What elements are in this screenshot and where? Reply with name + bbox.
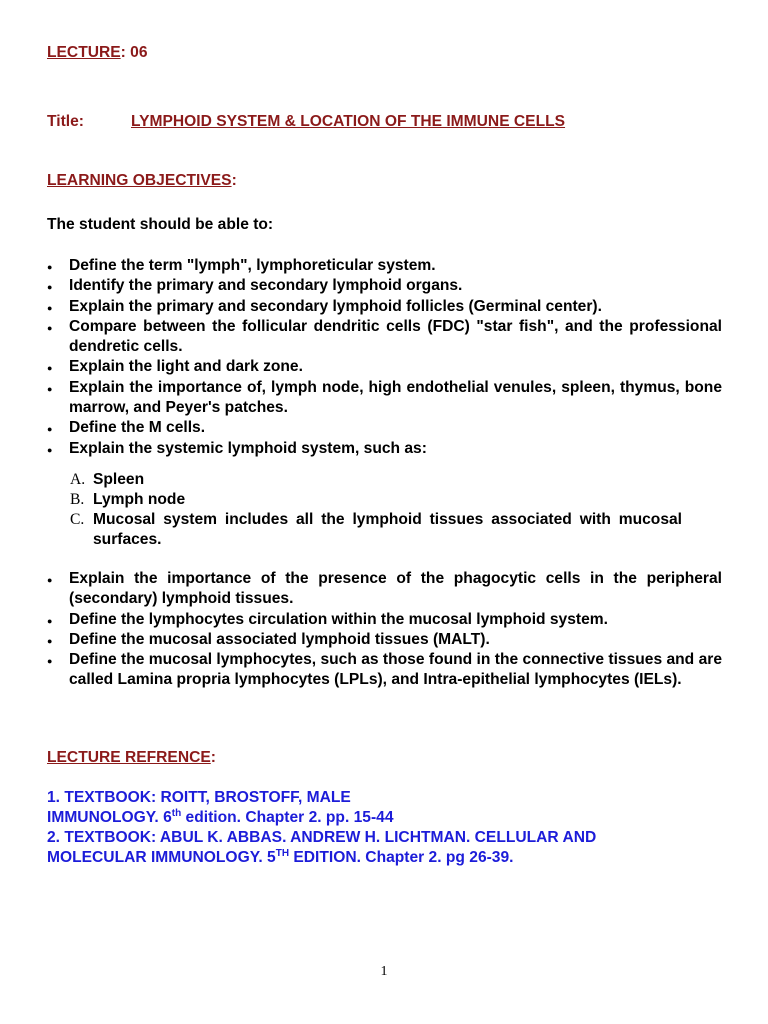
list-item: ● Define the mucosal lymphocytes, such as those found in the connective tissues and are called Lamina propria lymphocytes (LPLs), and Intra-epithelial lymphocytes (IELs). [47,650,722,691]
reference-2-text-end: EDITION. Chapter 2. pg 26-39. [289,849,514,866]
lecture-number [47,44,148,62]
sub-list-item [70,490,682,510]
list-item: ● Explain the importance of, lymph node, high endothelial venules, spleen, thymus, bone marrow, and Peyer's patches. [47,378,722,419]
learning-objectives-colon: : [231,172,237,189]
sub-item-text: Mucosal system includes all the lymphoid tissues associated with mucosal surfaces. [93,511,682,548]
systemic-lymphoid-sublist [70,470,682,550]
reference-2-line-1: 2. TEXTBOOK: ABUL K. ABBAS. ANDREW H. LICHTMAN. CELLULAR AND [47,829,597,846]
list-item: ● Define the mucosal associated lymphoid tissues (MALT). [47,630,722,650]
reference-list [47,788,727,868]
sub-item-marker: A. [70,471,86,488]
list-item: ● Define the M cells. [47,418,722,438]
objectives-intro: The student should be able to: [47,216,274,233]
reference-1-text: IMMUNOLOGY. 6 [47,809,172,826]
list-item: ● Explain the light and dark zone. [47,357,722,377]
list-item: ● Compare between the follicular dendritic cells (FDC) "star fish", and the professional dendretic cells. [47,317,722,358]
reference-2-superscript: TH [275,847,290,859]
reference-2-line-2 [47,848,727,868]
list-item: ● Identify the primary and secondary lymphoid organs. [47,276,722,296]
sub-item-marker: C. [70,511,85,528]
sub-item-text: Spleen [93,471,145,488]
sub-list-item [70,470,682,490]
title-row [47,113,565,131]
page-title: LYMPHOID SYSTEM & LOCATION OF THE IMMUNE CELLS [131,113,566,130]
list-item: ● Define the lymphocytes circulation within the mucosal lymphoid system. [47,610,722,630]
lecture-label: LECTURE [47,44,121,61]
reference-1-line-2 [47,808,727,828]
objectives-list-1 [47,256,722,459]
sub-list-item [70,510,682,550]
page-number: 1 [380,964,388,979]
title-label: Title: [47,113,84,130]
lecture-reference-heading [47,749,216,767]
lecture-reference-colon: : [210,749,216,766]
learning-objectives-heading [47,172,237,190]
reference-2-text: MOLECULAR IMMUNOLOGY. 5 [47,849,276,866]
reference-1-line-1: 1. TEXTBOOK: ROITT, BROSTOFF, MALE [47,789,351,806]
reference-1-text-end: edition. Chapter 2. pp. 15-44 [181,809,394,826]
sub-item-text: Lymph node [93,491,186,508]
list-item: ● Define the term "lymph", lymphoreticular system. [47,256,722,276]
list-item: ● Explain the systemic lymphoid system, such as: [47,439,722,459]
objectives-list-2 [47,569,722,691]
learning-objectives-label: LEARNING OBJECTIVES [47,172,232,189]
lecture-reference-label: LECTURE REFRENCE [47,749,211,766]
sub-item-marker: B. [70,491,85,508]
lecture-value: : 06 [120,44,148,61]
reference-1-superscript: th [171,807,182,819]
list-item: ● Explain the importance of the presence of the phagocytic cells in the peripheral (secondary) lymphoid tissues. [47,569,722,610]
list-item: ● Explain the primary and secondary lymphoid follicles (Germinal center). [47,297,722,317]
